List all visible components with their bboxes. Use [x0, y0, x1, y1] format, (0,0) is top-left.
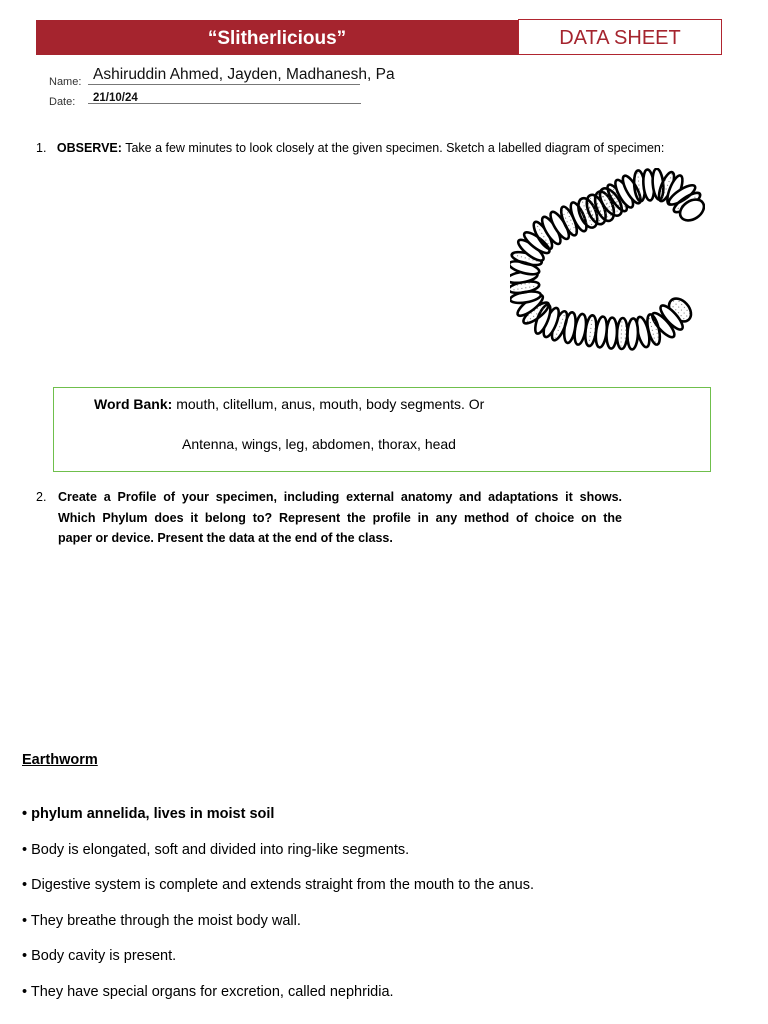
question-1-text: Take a few minutes to look closely at the given specimen. Sketch a labelled diagram of specimen: [125, 141, 665, 155]
profile-bullet: • Digestive system is complete and extends straight from the mouth to the anus. [22, 877, 535, 893]
question-2-line-3: paper or device. Present the data at the end of the class. [58, 531, 393, 545]
question-2-number: 2. [36, 490, 47, 504]
question-1-lead: OBSERVE: [56, 141, 122, 155]
profile-heading: Earthworm [22, 752, 98, 768]
question-1-number: 1. [36, 141, 47, 155]
data-sheet-label: DATA SHEET [559, 27, 681, 49]
date-underline [88, 103, 361, 104]
name-underline [88, 84, 360, 85]
name-label: Name: [49, 76, 82, 88]
word-bank-line-1 [94, 396, 484, 412]
question-1 [36, 138, 664, 159]
sheet-title: “Slitherlicious” [207, 28, 347, 49]
sheet-title-bar [36, 20, 518, 55]
earthworm-illustration [510, 168, 705, 356]
name-value: Ashiruddin Ahmed, Jayden, Madhanesh, Pa [93, 66, 395, 83]
profile-bullet: • They breathe through the moist body wall. [22, 913, 301, 929]
date-value: 21/10/24 [93, 92, 138, 104]
question-2-line-1: Create a Profile of your specimen, including external anatomy and adaptations it shows. [58, 490, 622, 504]
date-label: Date: [49, 96, 76, 108]
word-bank-terms-2: Antenna, wings, leg, abdomen, thorax, head [182, 436, 456, 452]
question-2 [58, 487, 622, 549]
data-sheet-label-box [518, 19, 722, 55]
question-2-line-2: Which Phylum does it belong to? Represent the profile in any method of choice on the [58, 510, 622, 525]
word-bank-lead: Word Bank: [94, 396, 173, 412]
profile-bullet: • Body cavity is present. [22, 948, 177, 964]
profile-bullet: • phylum annelida, lives in moist soil [22, 806, 275, 822]
profile-bullet: • They have special organs for excretion, called nephridia. [22, 984, 394, 1000]
profile-bullet: • Body is elongated, soft and divided into ring-like segments. [22, 842, 410, 858]
word-bank-box [53, 387, 711, 472]
word-bank-terms-1: mouth, clitellum, anus, mouth, body segments. Or [176, 396, 485, 412]
